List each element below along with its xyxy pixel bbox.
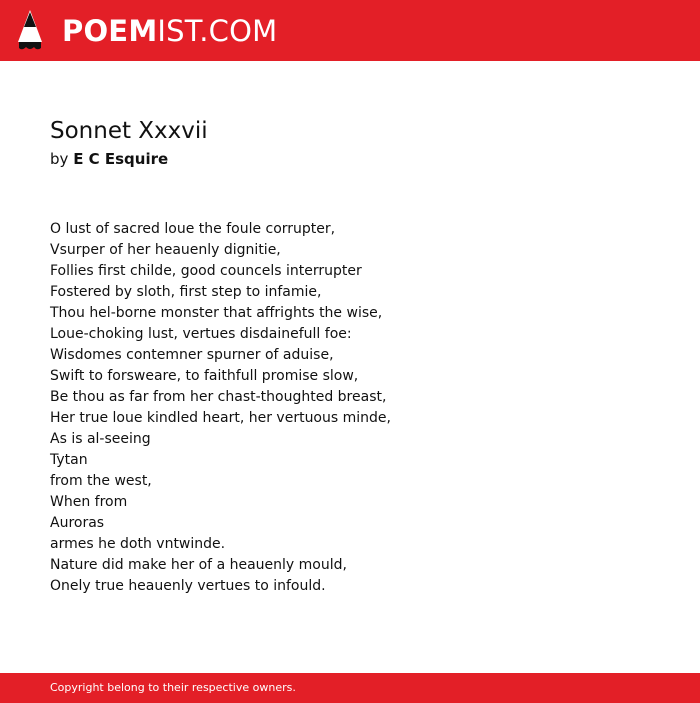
poem-line: armes he doth vntwinde.	[50, 536, 226, 552]
author-name: E C Esquire	[73, 150, 169, 168]
site-footer	[0, 673, 700, 703]
poem-line: Vsurper of her heauenly dignitie,	[50, 242, 281, 258]
poem-line: Tytan	[50, 452, 88, 468]
by-label: by	[50, 150, 69, 168]
site-logo[interactable]	[62, 12, 277, 50]
pencil-tip-icon[interactable]	[18, 10, 42, 51]
poem-line: Nature did make her of a heauenly mould,	[50, 557, 347, 573]
poem-line: Fostered by sloth, first step to infamie,	[50, 284, 322, 300]
poem-line: Auroras	[50, 515, 105, 531]
poem-line: When from	[50, 494, 128, 510]
copyright-notice: Copyright belong to their respective owners.	[50, 681, 296, 694]
poem-line: Follies first childe, good councels interrupter	[50, 263, 362, 279]
poem-line: Her true loue kindled heart, her vertuous minde,	[50, 410, 391, 426]
brand-light: IST.COM	[157, 14, 278, 48]
poem-line: O lust of sacred loue the foule corrupter,	[50, 221, 336, 237]
brand-bold: POEM	[62, 14, 158, 48]
poem-title: Sonnet Xxxvii	[50, 118, 208, 144]
poem-line: Swift to forsweare, to faithfull promise slow,	[50, 368, 359, 384]
poem-line: Be thou as far from her chast-thoughted breast,	[50, 389, 387, 405]
poem-line: from the west,	[50, 473, 152, 489]
poem-body	[50, 219, 670, 597]
site-header	[0, 0, 700, 61]
poem-line: As is al-seeing	[50, 431, 151, 447]
poem-line: Loue-choking lust, vertues disdainefull foe:	[50, 326, 352, 342]
poem-line: Onely true heauenly vertues to infould.	[50, 578, 326, 594]
poem-line: Wisdomes contemner spurner of aduise,	[50, 347, 334, 363]
byline	[50, 149, 168, 169]
poem-line: Thou hel-borne monster that affrights the wise,	[50, 305, 383, 321]
